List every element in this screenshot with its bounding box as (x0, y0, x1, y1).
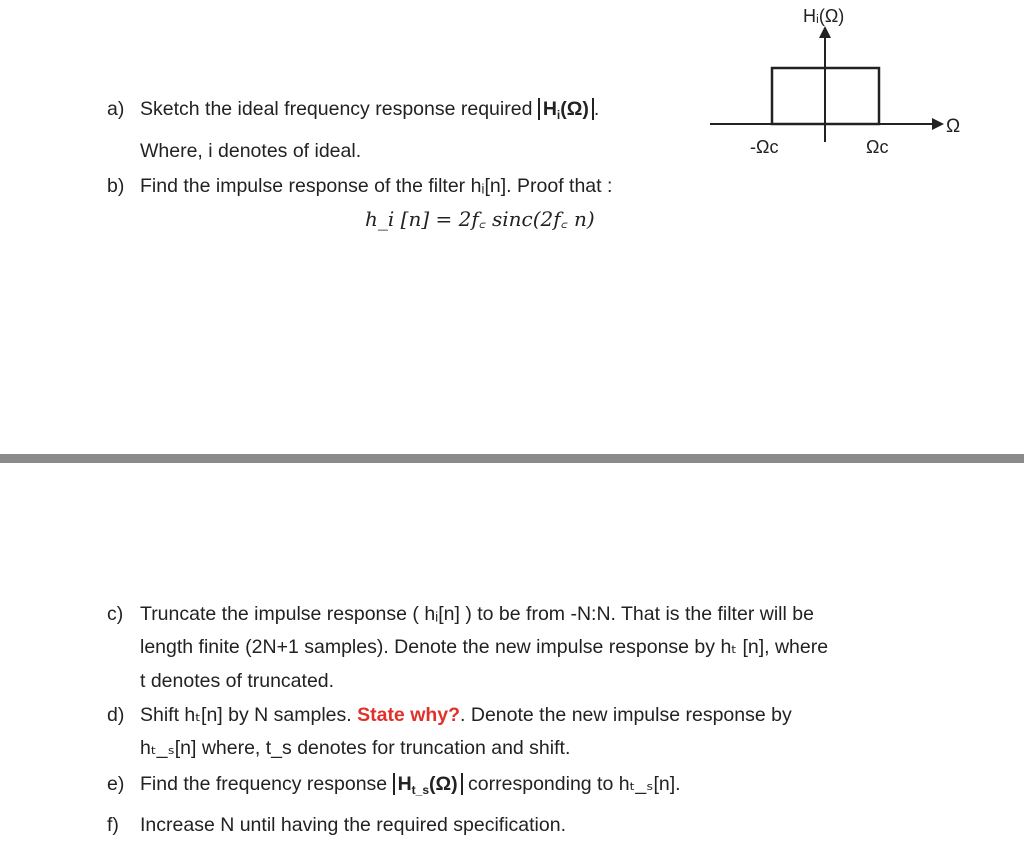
question-a-suffix: . (593, 98, 600, 120)
question-e-label: e) (107, 773, 125, 795)
question-f-text: Increase N until having the required specification. (140, 814, 566, 836)
question-b-text: Find the impulse response of the filter hᵢ[n]. Proof that : (140, 175, 613, 197)
frequency-axis-label: Ω (946, 116, 960, 137)
question-d-label: d) (107, 704, 125, 726)
question-a-text (140, 96, 599, 122)
magnitude-axis-label: Hᵢ(Ω) (803, 6, 845, 26)
question-e-text (140, 771, 681, 797)
state-why-highlight: State why? (357, 704, 461, 726)
mag-arg: (Ω) (560, 98, 589, 120)
page-divider (0, 454, 1024, 463)
question-d-line2: hₜ_ₛ[n] where, t_s denotes for truncation and shift. (140, 737, 571, 759)
mag-arg-ts: (Ω) (429, 773, 458, 795)
magnitude-axis-arrowhead (819, 26, 831, 38)
mag-h-ts: H (397, 773, 412, 795)
ideal-frequency-response-diagram (700, 0, 960, 170)
question-a-line2: Where, i denotes of ideal. (140, 140, 362, 162)
truncated-shifted-magnitude-expression (393, 773, 463, 795)
question-f-label: f) (107, 814, 119, 836)
mag-h: H (542, 98, 557, 120)
question-b-label: b) (107, 175, 125, 197)
question-c-line2: length finite (2N+1 samples). Denote the new impulse response by hₜ [n], where (140, 636, 829, 658)
impulse-response-formula: h_i [n] = 2f꜀ sinc(2f꜀ n) (365, 207, 595, 231)
question-c-line3: t denotes of truncated. (140, 670, 335, 692)
question-a-line1: Sketch the ideal frequency response required (140, 98, 538, 120)
question-e-prefix: Find the frequency response (140, 773, 393, 795)
question-d-line1 (140, 702, 792, 728)
positive-cutoff-label: Ωc (866, 137, 889, 157)
question-d-prefix: Shift hₜ[n] by N samples. (140, 704, 358, 726)
negative-cutoff-label: -Ωc (750, 137, 779, 157)
question-a-label: a) (107, 98, 125, 120)
mag-sub: i (556, 108, 561, 122)
question-e-suffix: corresponding to hₜ_ₛ[n]. (462, 773, 681, 795)
mag-sub-ts: t_s (411, 783, 430, 797)
ideal-magnitude-expression (538, 98, 594, 120)
frequency-axis-arrowhead (932, 118, 944, 130)
question-d-suffix: . Denote the new impulse response by (460, 704, 792, 726)
question-c-label: c) (107, 603, 124, 625)
question-c-line1: Truncate the impulse response ( hᵢ[n] ) to be from -N:N. That is the filter will be (140, 603, 814, 625)
